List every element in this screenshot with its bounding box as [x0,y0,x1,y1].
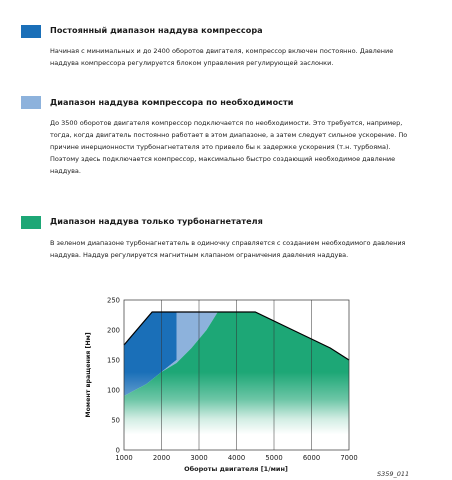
y-tick-label: 100 [107,386,120,395]
y-tick-label: 150 [107,356,120,365]
section-text: До 3500 оборотов двигателя компрессор подключается по необходимости. Это требуется, например, тогда, когда двигатель постоянно работает в этом диапазоне, а затем следует сильное ускорение. По причине инерционности турбонагнетателя это привело бы к задержке ускорения (т.н. турбояма). Поэтому здесь подключается компрессор, максимально быстро создающий необходимое давление наддува. [50,119,408,175]
x-tick-label: 7000 [340,454,358,462]
x-tick-label: 4000 [227,454,246,462]
x-tick-label: 3000 [190,454,208,462]
x-tick-label: 6000 [302,454,321,462]
section-text: Начиная с минимальных и до 2400 оборотов двигателя, компрессор включен постоянно. Давление наддува компрессора регулируется блоком управления регулирующей заслонки. [50,47,394,67]
section-title: Диапазон наддува компрессора по необходимости [50,97,294,107]
light-blue-legend-swatch [21,96,41,109]
x-tick-labels [115,454,357,462]
y-tick-label: 250 [107,296,120,305]
x-tick-label: 5000 [265,454,283,462]
y-tick-label: 50 [111,416,120,425]
green-legend-swatch [21,216,41,229]
x-axis-label: Обороты двигателя [1/мин] [184,465,288,473]
y-axis-label: Момент вращения [Нм] [85,332,92,418]
y-tick-labels [107,296,120,454]
x-tick-label: 1000 [115,454,133,462]
y-tick-label: 0 [115,446,120,455]
section-title: Постоянный диапазон наддува компрессора [50,25,263,35]
dark-blue-legend-swatch [21,25,41,38]
x-tick-label: 2000 [152,454,171,462]
y-tick-label: 200 [107,326,120,335]
section-title: Диапазон наддува только турбонагнетателя [50,216,263,226]
torque-chart [0,286,452,480]
section-text: В зеленом диапазоне турбонагнетатель в одиночку справляется с созданием необходимого давления наддува. Наддув регулируется магнитным клапаном ограничения давления наддува. [50,239,406,259]
figure-id: S359_011 [377,470,410,478]
